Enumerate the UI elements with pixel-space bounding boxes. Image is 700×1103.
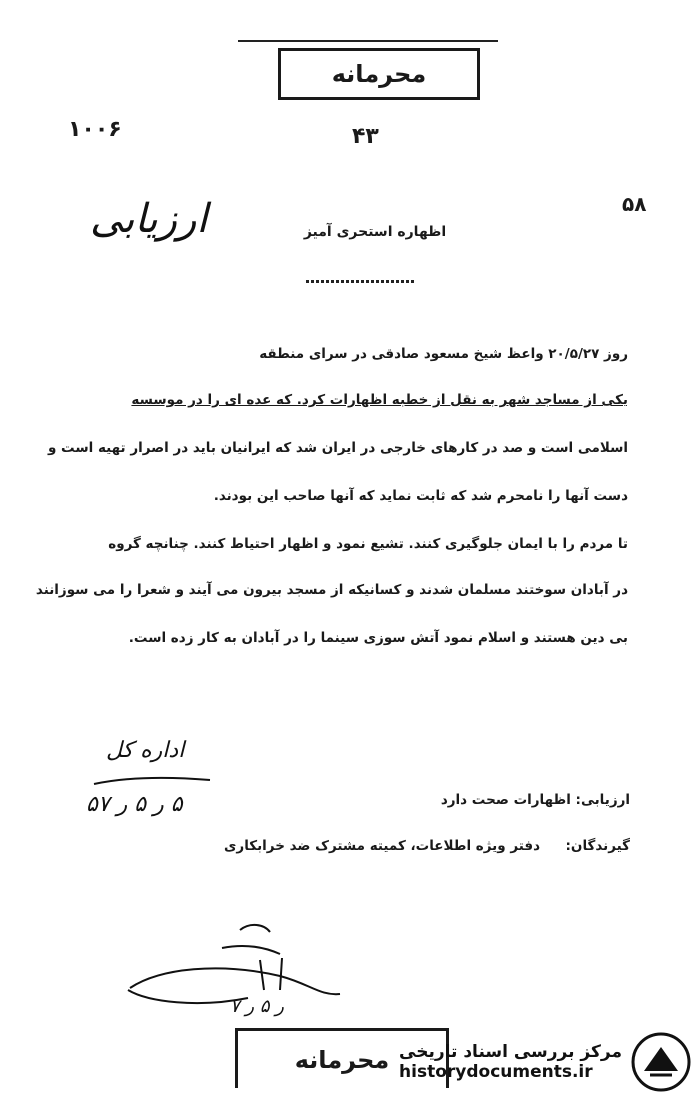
- body-line-6: در آبادان سوختند مسلمان شدند و کسانیکه از مسجد بیرون می آیند و شعرا را می سوزانند: [35, 582, 628, 598]
- title-underline: [306, 280, 416, 283]
- top-rule: [238, 40, 498, 42]
- body-line-7: بی دین هستند و اسلام نمود آتش سوزی سینما را در آبادان به کار زده است.: [128, 630, 628, 646]
- body-line-5: تا مردم را با ایمان جلوگیری کنند. تشیع نمود و اظهار احتیاط کنند. چنانچه گروه: [108, 536, 628, 552]
- handwritten-stroke: [92, 774, 212, 788]
- classification-text-top: محرمانه: [331, 60, 427, 88]
- recipients-label: گیرندگان:: [565, 838, 630, 854]
- recipients-value: دفتر ویژه اطلاعات، کمیته مشترک ضد خرابکاری: [224, 838, 540, 854]
- corner-note: ۵۸: [622, 192, 647, 216]
- classification-text-bottom: محرمانه: [294, 1045, 390, 1074]
- body-line-4: دست آنها را نامحرم شد که ثابت نماید که آنها صاحب این بودند.: [213, 488, 628, 504]
- reference-number: ۱۰۰۶: [68, 117, 122, 142]
- signature-date: ر ۵ ر ۷: [230, 996, 284, 1017]
- signature-area: [110, 910, 370, 1030]
- handwritten-side-date: ۵ ر ۵ ر ۵۷: [86, 792, 183, 817]
- watermark: [399, 1027, 692, 1097]
- document-title: اظهاره استحری آمیز: [303, 224, 447, 240]
- body-line-3: اسلامی است و صد در کارهای خارجی در ایران شد که ایرانیان باید در اصرار تهیه است و: [47, 440, 628, 456]
- watermark-title: مرکز بررسی اسناد تاریخی: [399, 1042, 622, 1062]
- handwritten-annotation-top: ارزیابی: [90, 196, 208, 242]
- page-number: ۴۳: [352, 124, 379, 149]
- body-line-1: روز ۲۰/۵/۲۷ واعظ شیخ مسعود صادقی در سرای منطقه: [259, 346, 628, 362]
- body-line-2: یکی از مساجد شهر به نقل از خطبه اظهارات کرد. که عده ای را در موسسه: [131, 392, 628, 408]
- watermark-text: [399, 1042, 622, 1082]
- archive-logo-icon: [630, 1031, 692, 1093]
- classification-stamp-top: [278, 48, 480, 100]
- evaluation-line: ارزیابی: اظهارات صحت دارد: [440, 792, 630, 808]
- handwritten-side-note: اداره کل: [106, 738, 185, 763]
- watermark-url: historydocuments.ir: [399, 1062, 593, 1082]
